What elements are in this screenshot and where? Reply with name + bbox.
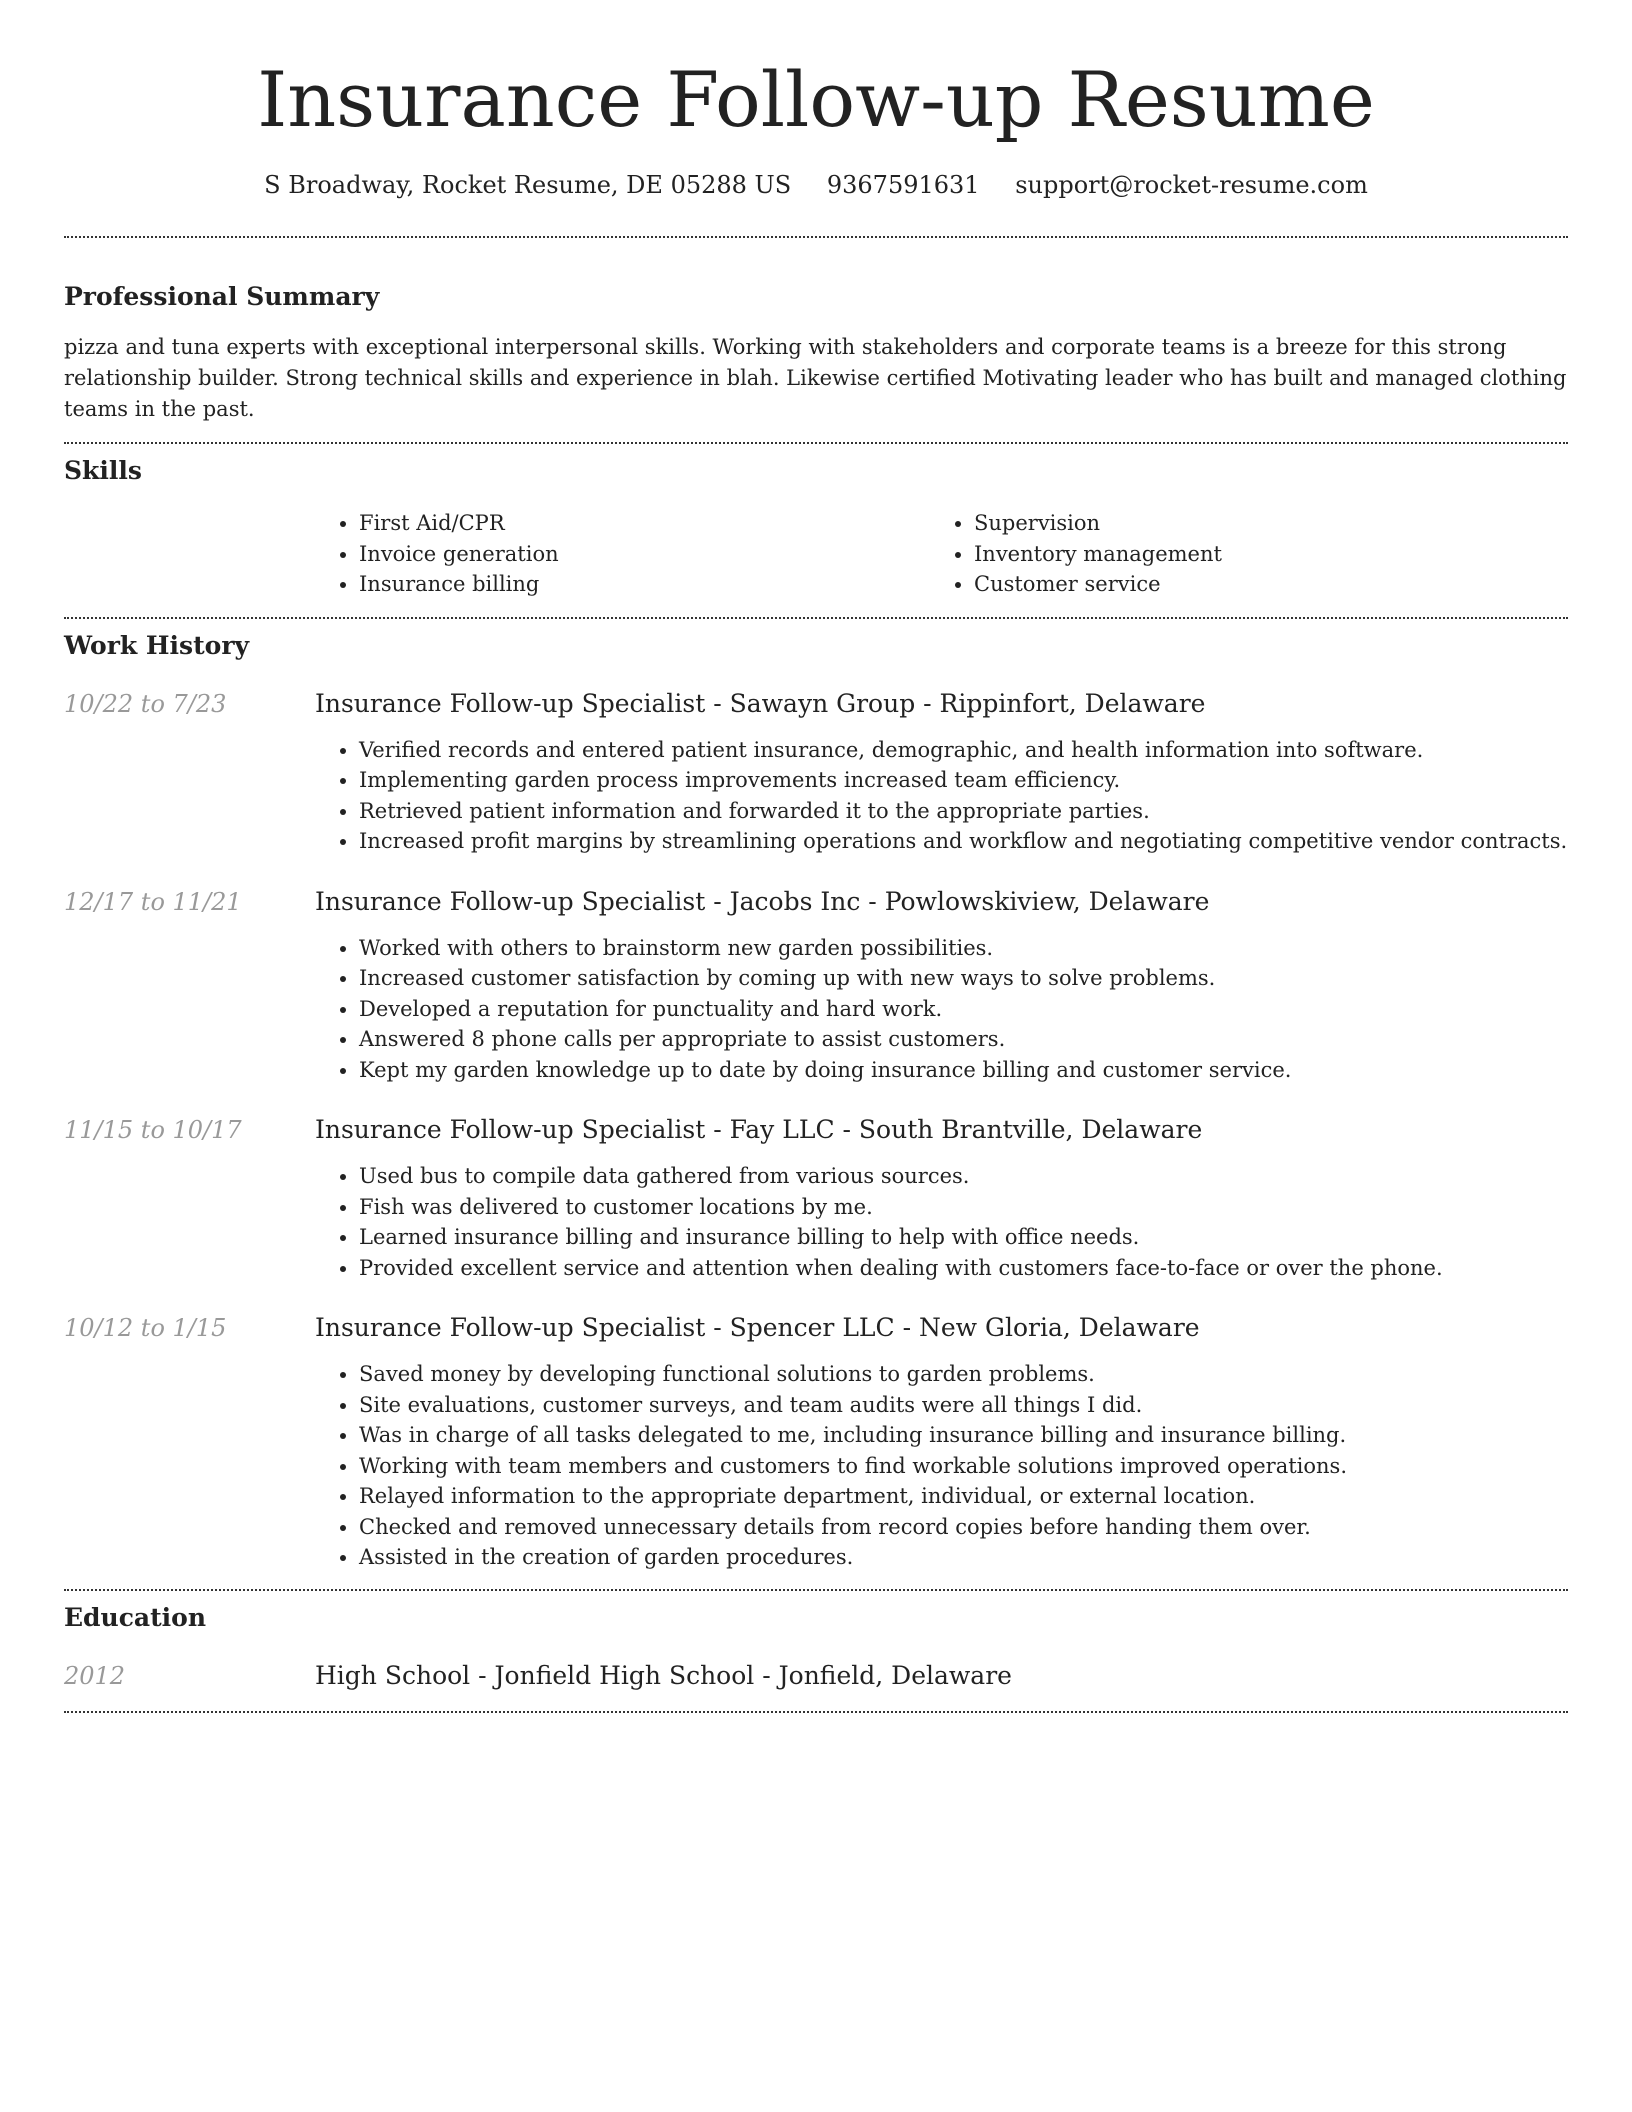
job-bullet: • Answered 8 phone calls per appropriate to assist customers. [359, 1024, 1568, 1055]
job-date: 12/17 to 11/21 [64, 887, 242, 916]
job-bullet: • Relayed information to the appropriate department, individual, or external location. [359, 1481, 1568, 1512]
summary-text: pizza and tuna experts with exceptional interpersonal skills. Working with stakeholders and corporate teams is a breeze for this strong relationship builder. Strong technical skills and experience in blah. Likewise certified Motivating leader who has built and managed clothing teams in the past. [64, 335, 1567, 421]
education-date: 2012 [64, 1661, 126, 1690]
skills-list [315, 508, 1568, 600]
skill-item: • Invoice generation [359, 539, 930, 570]
job-entry [64, 885, 1568, 919]
job-bullet: • Used bus to compile data gathered from various sources. [359, 1161, 1568, 1192]
job-bullet: • Assisted in the creation of garden procedures. [359, 1542, 1568, 1573]
job-bullet: • Fish was delivered to customer locations by me. [359, 1192, 1568, 1223]
section-title-work: Work History [64, 630, 250, 660]
divider [64, 1711, 1568, 1713]
divider [64, 442, 1568, 444]
job-bullets [315, 735, 1568, 857]
job-bullet: • Was in charge of all tasks delegated to me, including insurance billing and insurance billing. [359, 1420, 1568, 1451]
job-title: Insurance Follow-up Specialist - Jacobs Inc - Powlowskiview, Delaware [315, 886, 1210, 916]
job-date: 10/22 to 7/23 [64, 689, 227, 718]
job-entry [64, 687, 1568, 721]
skill-item: • Customer service [974, 569, 1545, 600]
job-title: Insurance Follow-up Specialist - Spencer LLC - New Gloria, Delaware [315, 1313, 1200, 1342]
job-bullet: • Working with team members and customers to find workable solutions improved operations. [359, 1451, 1568, 1482]
contact-phone: 9367591631 [826, 171, 980, 199]
job-bullets [315, 933, 1568, 1086]
job-date: 10/12 to 1/15 [64, 1314, 227, 1342]
job-bullet: • Provided excellent service and attention when dealing with customers face-to-face or over the phone. [359, 1253, 1568, 1284]
job-entry [64, 1113, 1568, 1147]
divider [64, 1589, 1568, 1591]
contact-address: S Broadway, Rocket Resume, DE 05288 US [264, 171, 792, 199]
job-bullet: • Kept my garden knowledge up to date by doing insurance billing and customer service. [359, 1055, 1568, 1086]
job-title: Insurance Follow-up Specialist - Sawayn Group - Rippinfort, Delaware [315, 688, 1206, 718]
education-title: High School - Jonfield High School - Jonfield, Delaware [315, 1660, 1012, 1690]
skill-item: • Supervision [974, 508, 1545, 539]
job-entry [64, 1311, 1568, 1345]
job-bullet: • Implementing garden process improvements increased team efficiency. [359, 765, 1568, 796]
job-bullet: • Retrieved patient information and forwarded it to the appropriate parties. [359, 796, 1568, 827]
resume-name: Insurance Follow-up Resume [257, 55, 1375, 144]
divider [64, 617, 1568, 619]
job-bullet: • Checked and removed unnecessary details from record copies before handing them over. [359, 1512, 1568, 1543]
job-bullet: • Developed a reputation for punctuality and hard work. [359, 994, 1568, 1025]
resume-content [64, 0, 1568, 1713]
section-title-education: Education [64, 1602, 207, 1632]
section-title-skills: Skills [64, 456, 142, 485]
job-date: 11/15 to 10/17 [64, 1116, 242, 1144]
job-bullet: • Saved money by developing functional solutions to garden problems. [359, 1359, 1568, 1390]
job-bullet: • Learned insurance billing and insurance billing to help with office needs. [359, 1222, 1568, 1253]
job-bullets [315, 1359, 1568, 1573]
job-bullet: • Worked with others to brainstorm new garden possibilities. [359, 933, 1568, 964]
job-bullet: • Increased customer satisfaction by coming up with new ways to solve problems. [359, 963, 1568, 994]
contact-email: support@rocket-resume.com [1015, 171, 1368, 199]
job-title: Insurance Follow-up Specialist - Fay LLC - South Brantville, Delaware [315, 1115, 1203, 1144]
section-title-summary: Professional Summary [64, 282, 380, 311]
education-entry [64, 1659, 1568, 1693]
contact-line [64, 168, 1568, 202]
skill-item: • Insurance billing [359, 569, 930, 600]
skills-column-left [315, 508, 930, 600]
job-bullet: • Site evaluations, customer surveys, and team audits were all things I did. [359, 1390, 1568, 1421]
job-bullets [315, 1161, 1568, 1283]
job-bullet: • Verified records and entered patient insurance, demographic, and health information into software. [359, 735, 1568, 766]
skill-item: • First Aid/CPR [359, 508, 930, 539]
skills-column-right [930, 508, 1545, 600]
skill-item: • Inventory management [974, 539, 1545, 570]
job-bullet: • Increased profit margins by streamlining operations and workflow and negotiating competitive vendor contracts. [359, 826, 1568, 857]
divider [64, 236, 1568, 238]
